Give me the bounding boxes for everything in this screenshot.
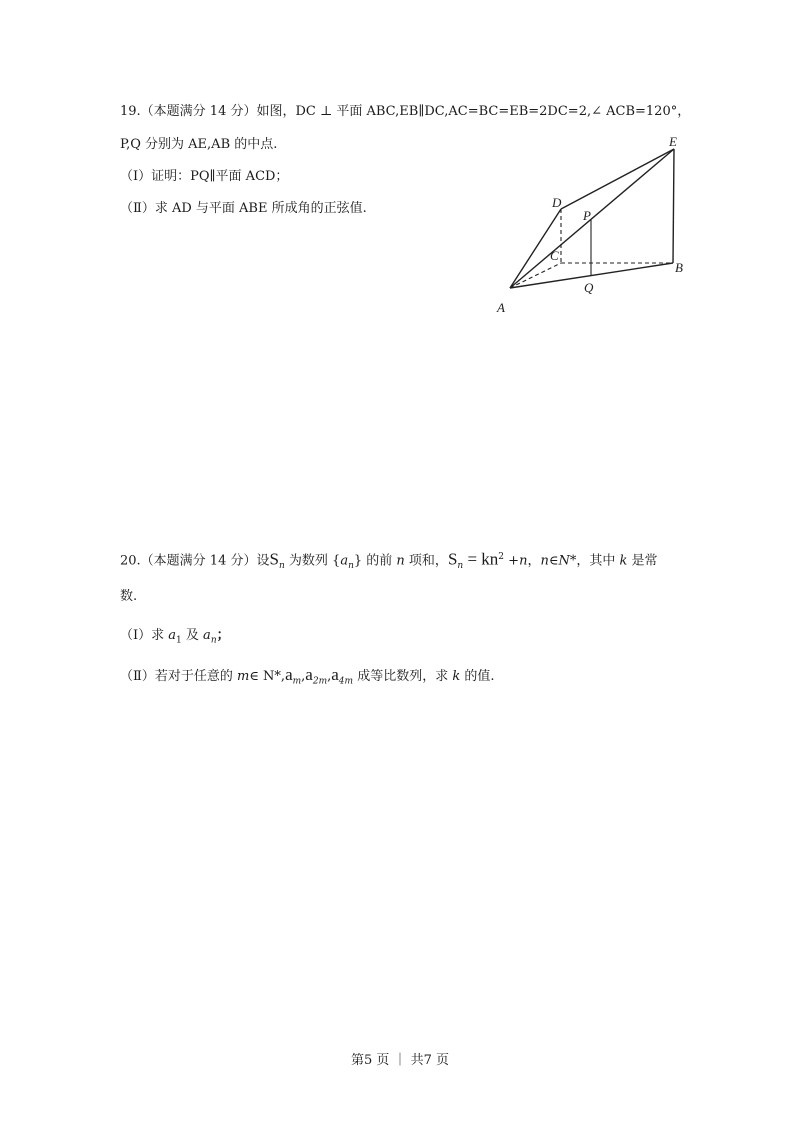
edge-DE <box>561 149 674 209</box>
q20-part2: （Ⅱ）若对于任意的 m∈ $N*,a_m,a_{2m},a_{4m}$ 成等比数列，求 k 的值. <box>120 665 495 687</box>
label-D: D <box>552 195 562 210</box>
edge-EB <box>673 149 674 263</box>
q19-part2: （Ⅱ）求 AD 与平面 ABE 所成角的正弦值. <box>120 201 367 216</box>
q20-header: 20.（本题满分 14 分）设$S_n$ 为数列 $\{a_n\}$ 的前 n 项和，$S_n = kn^2 +n$，n∈N*，其中 k 是常 <box>120 549 658 571</box>
q19-geometry-figure <box>496 132 696 314</box>
label-Q: Q <box>584 280 594 295</box>
label-E: E <box>669 134 677 149</box>
label-A: A <box>497 300 505 314</box>
label-P: P <box>583 208 591 223</box>
q19-number: 19 <box>120 104 137 119</box>
q19-line2: P,Q 分别为 AE,AB 的中点. <box>120 137 278 152</box>
page-footer: 第5 页 ｜ 共7 页 <box>350 1053 450 1068</box>
q20-number: 20 <box>120 553 137 569</box>
label-B: B <box>675 260 683 275</box>
q19-part1: （Ⅰ）证明：PQ∥平面 ACD； <box>120 169 289 184</box>
label-C: C <box>550 248 559 263</box>
q20-part1: （Ⅰ）求 $a_1$ 及 $a_n$； <box>120 628 230 646</box>
q20-line2: 数. <box>120 589 138 604</box>
q19-header: 19.（本题满分 14 分）如图，DC ⊥ 平面 ABC,EB∥DC,AC=BC=EB=2DC=2,∠ ACB=120°， <box>120 104 691 119</box>
